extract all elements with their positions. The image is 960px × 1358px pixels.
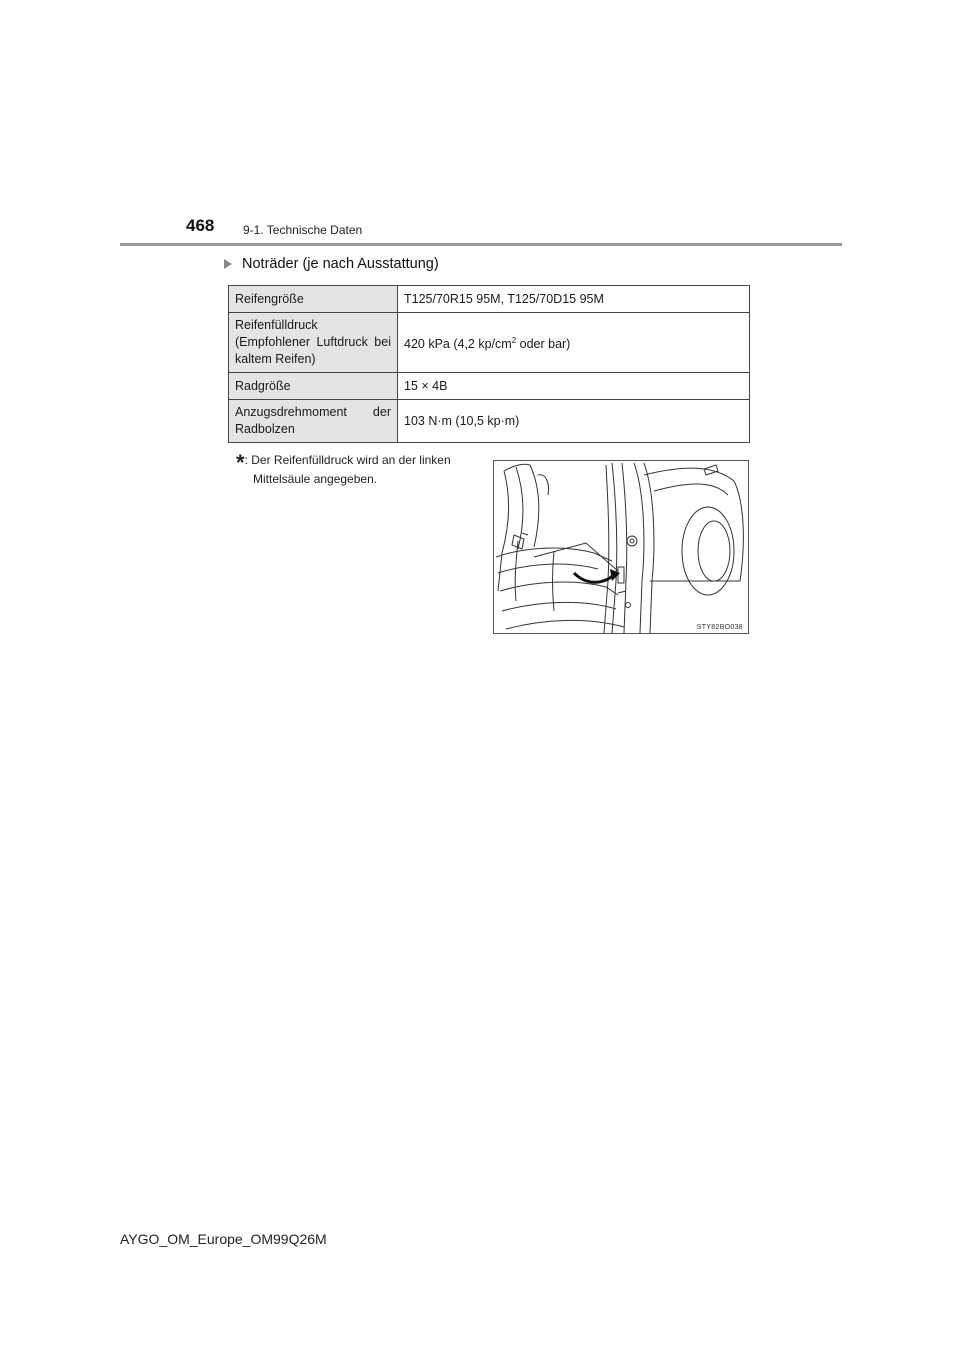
table-row [229,286,750,313]
section-title: 9-1. Technische Daten [243,223,363,237]
value-superscript: 2 [511,335,517,345]
bullet-triangle-icon [224,259,232,269]
table-label-cell: Radgröße [229,373,398,400]
footnote-line: Mittelsäule angegeben. [253,472,378,486]
header-divider [120,243,842,246]
value-main: 420 kPa (4,2 kp/cm [404,337,512,352]
table-value-cell [398,313,750,373]
figure-code: STY82BO038 [696,624,743,631]
table-label-cell [229,400,398,443]
label-line: kaltem Reifen) [235,352,316,366]
footnote-marker: * [236,450,245,475]
table-value-cell: 103 N·m (10,5 kp·m) [398,400,750,443]
table-value-cell: 15 × 4B [398,373,750,400]
label-line: (Empfohlener Luftdruck bei [235,335,391,349]
table-row [229,373,750,400]
table-row [229,400,750,443]
label-line: Reifenfülldruck [235,318,318,332]
value-tail: oder bar) [516,337,571,352]
footnote [236,452,484,487]
table-label-cell: Reifengröße [229,286,398,313]
subheading [224,254,439,274]
page-number: 468 [186,216,215,235]
document-id: AYGO_OM_Europe_OM99Q26M [120,1231,327,1247]
table-label-cell [229,313,398,373]
table-value-cell: T125/70R15 95M, T125/70D15 95M [398,286,750,313]
footnote-text: : Der Reifenfülldruck wird an der linken [244,453,451,467]
label-line: Radbolzen [235,422,295,436]
spare-wheel-spec-table [228,285,750,443]
label-line: Anzugsdrehmoment der [235,405,391,419]
footnote-line [236,450,484,475]
door-pillar-illustration [493,460,749,634]
car-door-pillar-drawing [494,461,748,633]
subheading-text: Noträder (je nach Ausstattung) [242,256,439,272]
table-row [229,313,750,373]
